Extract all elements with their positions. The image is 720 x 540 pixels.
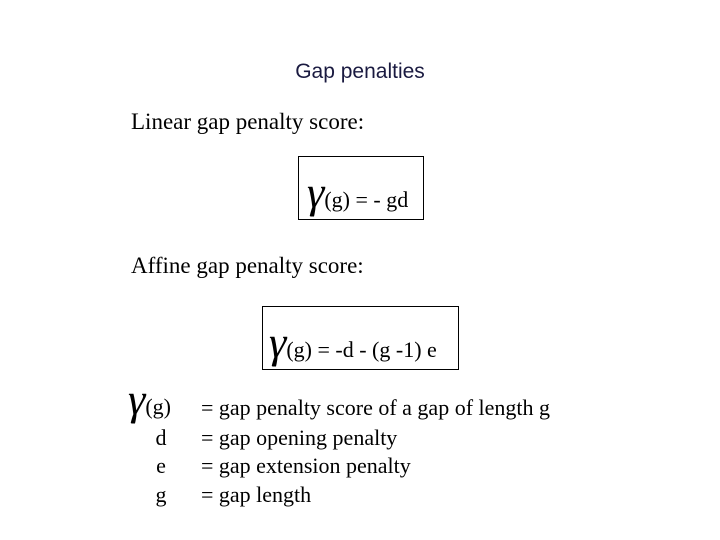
definition-symbol-text: (g) [145, 394, 171, 419]
definition-row-gamma [0, 375, 720, 424]
affine-heading: Affine gap penalty score: [131, 253, 364, 278]
gamma-symbol: γ [269, 318, 287, 367]
definition-text: = gap length [201, 482, 312, 507]
linear-formula: (g) = - gd [324, 187, 409, 212]
definition-text: = gap penalty score of a gap of length g [201, 395, 551, 420]
linear-heading: Linear gap penalty score: [131, 109, 365, 134]
definition-text: = gap opening penalty [201, 425, 398, 450]
definition-text: = gap extension penalty [201, 453, 411, 478]
definition-symbol: g [155, 482, 167, 507]
gamma-symbol: γ [307, 168, 325, 217]
page-title: Gap penalties [295, 60, 425, 83]
definition-symbol [128, 375, 171, 424]
linear-formula-box [298, 156, 424, 220]
definition-symbol: e [156, 453, 166, 478]
affine-formula: (g) = -d - (g -1) e [286, 337, 437, 362]
affine-formula-box [262, 306, 459, 370]
definition-symbol: d [155, 425, 167, 450]
gamma-symbol: γ [128, 375, 146, 424]
